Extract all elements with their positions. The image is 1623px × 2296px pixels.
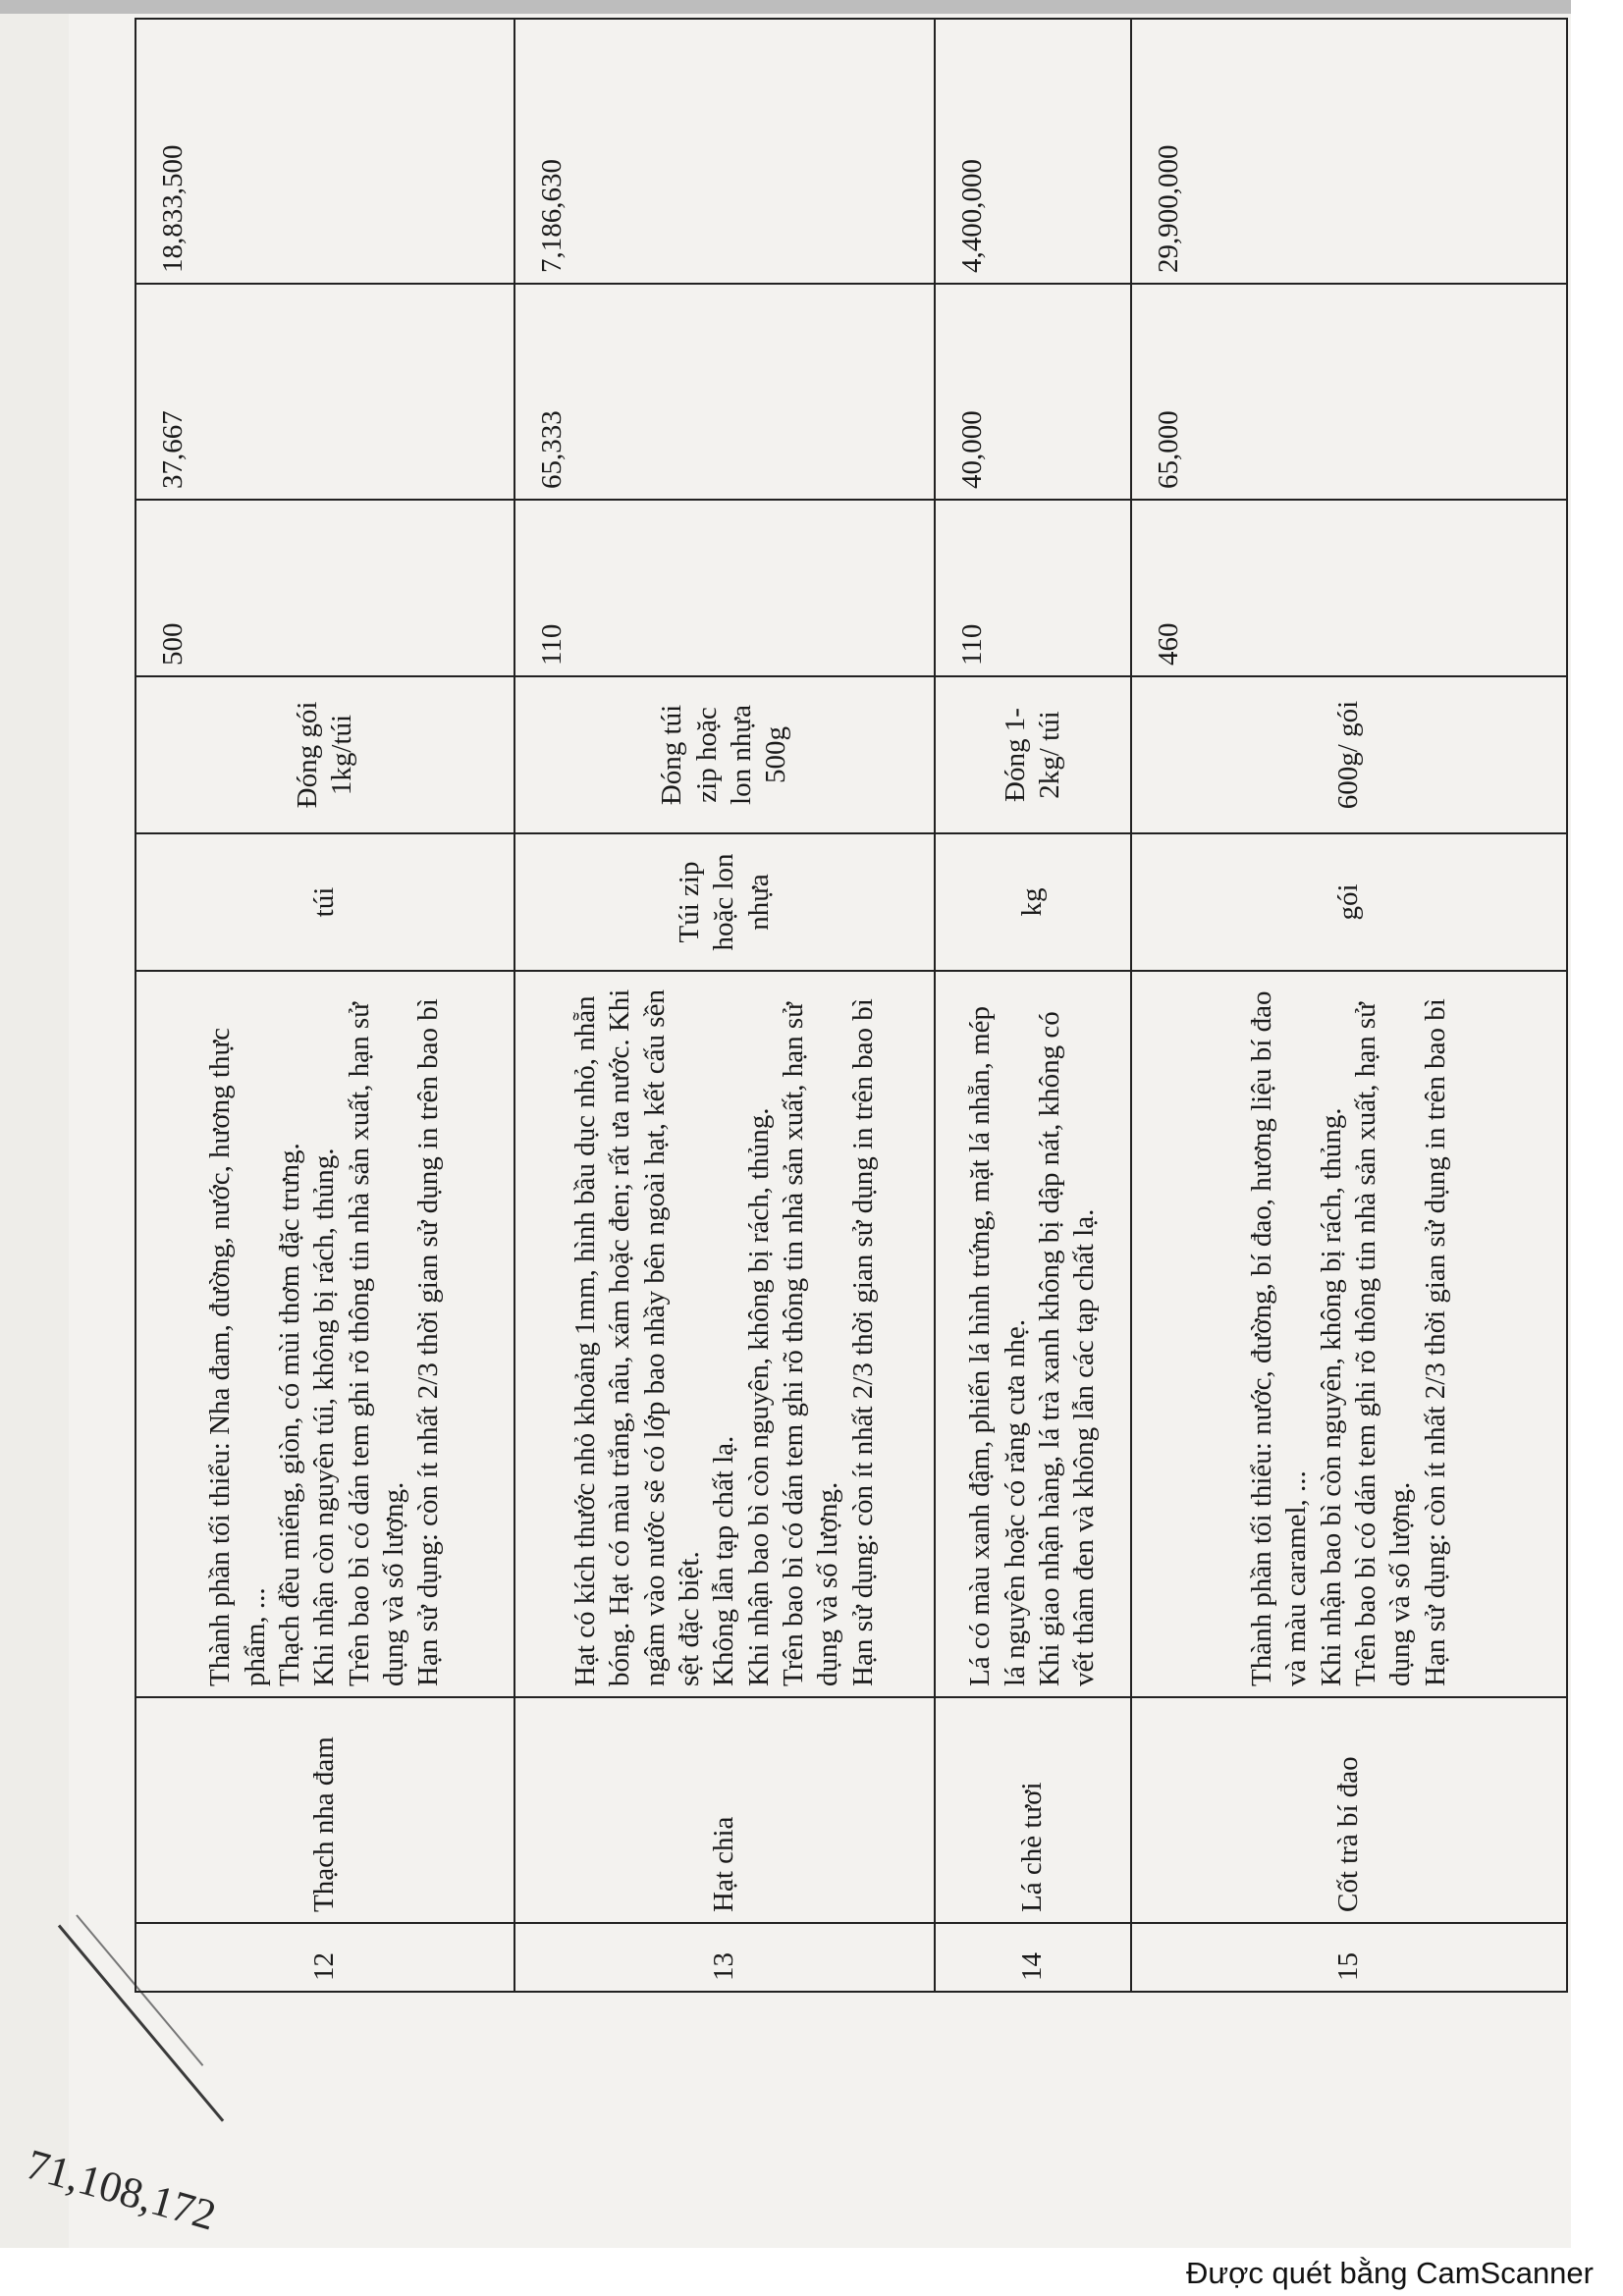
unit-of-measure: túi: [135, 833, 514, 971]
description-line: Khi giao nhận hàng, lá trà xanh không bị dập nát, không có vết thâm đen và không lẫn các tạp chất lạ.: [1033, 1011, 1101, 1686]
quantity: 460: [1131, 500, 1567, 676]
row-index: 12: [135, 1923, 514, 1992]
line-total: 4,400,000: [935, 19, 1131, 284]
unit-price: 40,000: [935, 284, 1131, 500]
line-total: 7,186,630: [514, 19, 935, 284]
unit-price: 65,000: [1131, 284, 1567, 500]
product-name: Hạt chia: [514, 1697, 935, 1923]
line-total: 29,900,000: [1131, 19, 1567, 284]
product-description: [514, 971, 935, 1697]
unit-of-measure: gói: [1131, 833, 1567, 971]
quantity: 110: [514, 500, 935, 676]
description-line: Trên bao bì có dán tem ghi rõ thông tin nhà sản xuất, hạn sử dụng và số lượng.: [1349, 1002, 1417, 1686]
description-line: Trên bao bì có dán tem ghi rõ thông tin nhà sản xuất, hạn sử dụng và số lượng.: [343, 1002, 410, 1686]
rotated-table-container: [135, 20, 1568, 1993]
unit-of-measure: Túi zip hoặc lon nhựa: [514, 833, 935, 971]
description-line: Hạn sử dụng: còn ít nhất 2/3 thời gian sử dụng in trên bao bì: [412, 998, 445, 1686]
description-line: Hạn sử dụng: còn ít nhất 2/3 thời gian sử dụng in trên bao bì: [846, 998, 879, 1686]
margin-handwritten-number: 71,108,172: [21, 2140, 222, 2240]
unit-of-measure: kg: [935, 833, 1131, 971]
page-left-margin: [0, 0, 69, 2248]
description-line: Lá có màu xanh đậm, phiến lá hình trứng, mặt lá nhẵn, mép lá nguyên hoặc có răng cưa nhẹ.: [964, 1006, 1031, 1686]
table-body: [135, 19, 1567, 1992]
table-row: [935, 19, 1131, 1992]
unit-price: 37,667: [135, 284, 514, 500]
description-line: Hạn sử dụng: còn ít nhất 2/3 thời gian sử dụng in trên bao bì: [1419, 998, 1451, 1686]
table-row: [135, 19, 514, 1992]
description-line: Thạch đều miếng, giòn, có mùi thơm đặc trưng.: [273, 1143, 305, 1686]
packaging-spec: Đóng túi zip hoặc lon nhựa 500g: [514, 676, 935, 833]
packaging-spec: 600g/ gói: [1131, 676, 1567, 833]
description-line: Thành phần tối thiểu: Nha đam, đường, nước, hương thực phẩm, ...: [204, 1027, 271, 1686]
product-description: [935, 971, 1131, 1697]
product-description: [135, 971, 514, 1697]
packaging-spec: Đóng 1-2kg/ túi: [935, 676, 1131, 833]
description-line: Khi nhận bao bì còn nguyên, không bị rách, thủng.: [742, 1107, 775, 1686]
description-line: Không lẫn tạp chất lạ.: [708, 1435, 740, 1686]
product-name: Lá chè tươi: [935, 1697, 1131, 1923]
page-top-edge: [0, 0, 1571, 14]
quantity: 500: [135, 500, 514, 676]
scanner-watermark: Được quét bằng CamScanner: [1185, 2256, 1594, 2290]
description-line: Hạt có kích thước nhỏ khoảng 1mm, hình bầu dục nhỏ, nhẵn bóng. Hạt có màu trắng, nâu, xám hoặc đen; rất ưa nước. Khi ngâm vào nước sẽ có lớp bao nhầy bên ngoài hạt, kết cấu sền sệt đặc biệt.: [568, 988, 705, 1686]
description-line: Trên bao bì có dán tem ghi rõ thông tin nhà sản xuất, hạn sử dụng và số lượng.: [778, 1002, 844, 1686]
row-index: 14: [935, 1923, 1131, 1992]
description-line: Khi nhận còn nguyên túi, không bị rách, thủng.: [308, 1148, 341, 1686]
packaging-spec: Đóng gói 1kg/túi: [135, 676, 514, 833]
quantity: 110: [935, 500, 1131, 676]
table-row: [1131, 19, 1567, 1992]
description-line: Thành phần tối thiểu: nước, đường, bí đao, hương liệu bí đao và màu caramel, ...: [1245, 990, 1313, 1686]
unit-price: 65,333: [514, 284, 935, 500]
product-description: [1131, 971, 1567, 1697]
product-name: Thạch nha đam: [135, 1697, 514, 1923]
row-index: 15: [1131, 1923, 1567, 1992]
product-name: Cốt trà bí đao: [1131, 1697, 1567, 1923]
line-total: 18,833,500: [135, 19, 514, 284]
row-index: 13: [514, 1923, 935, 1992]
description-line: Khi nhận bao bì còn nguyên, không bị rách, thủng.: [1315, 1107, 1347, 1686]
specification-table: [135, 18, 1568, 1993]
table-row: [514, 19, 935, 1992]
